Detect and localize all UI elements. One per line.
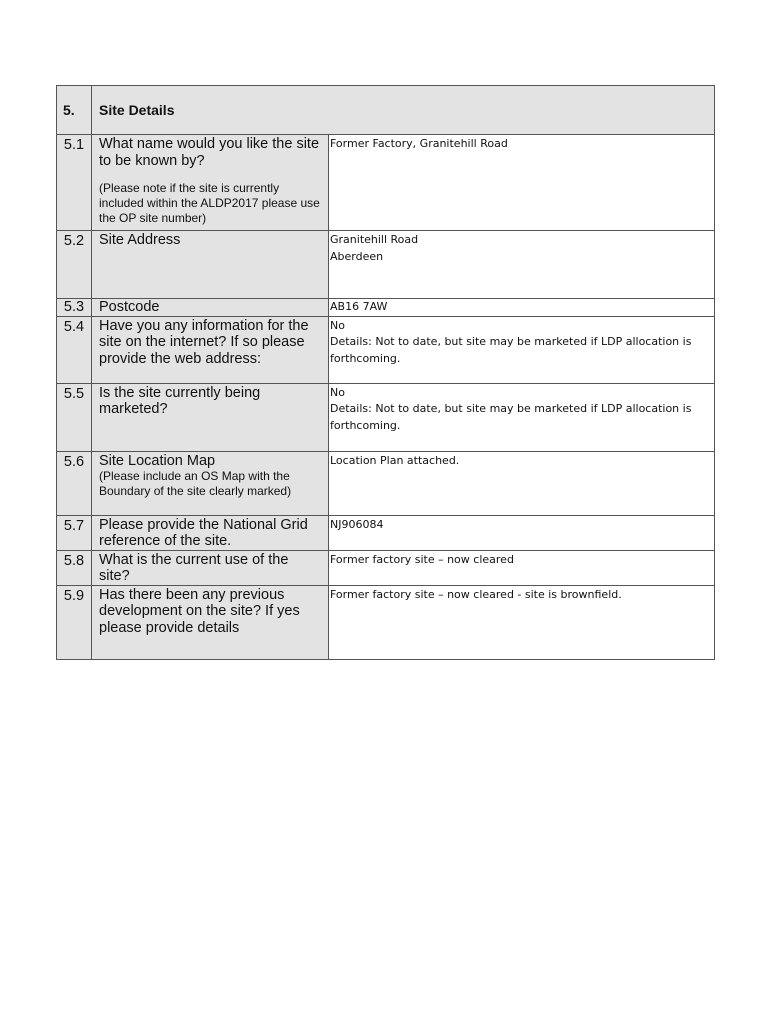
section-header-row xyxy=(57,86,715,135)
question-text: Postcode xyxy=(92,299,329,317)
row-5-7 xyxy=(57,515,715,550)
section-title: Site Details xyxy=(92,86,715,135)
answer-yes-no: No xyxy=(330,385,345,399)
question-text: Have you any information for the site on the internet? If so please provide the web address: xyxy=(92,316,329,383)
row-number: 5.6 xyxy=(57,451,92,515)
answer-marketed[interactable] xyxy=(329,383,715,451)
row-number: 5.4 xyxy=(57,316,92,383)
answer-site-address[interactable] xyxy=(329,231,715,299)
question-text: Please provide the National Grid reference of the site. xyxy=(92,515,329,550)
answer-previous-development[interactable]: Former factory site – now cleared - site is brownfield. xyxy=(329,585,715,659)
row-5-8 xyxy=(57,550,715,585)
question-text: What is the current use of the site? xyxy=(92,550,329,585)
row-number: 5.2 xyxy=(57,231,92,299)
row-5-4 xyxy=(57,316,715,383)
row-number: 5.3 xyxy=(57,299,92,317)
question-text: Has there been any previous development on the site? If yes please provide details xyxy=(92,585,329,659)
question-cell xyxy=(92,451,329,515)
row-5-9 xyxy=(57,585,715,659)
section-number: 5. xyxy=(57,86,92,135)
row-5-3 xyxy=(57,299,715,317)
question-note: (Please note if the site is currently included within the ALDP2017 please use the OP site number) xyxy=(99,181,320,225)
answer-yes-no: No xyxy=(330,318,345,332)
row-5-5 xyxy=(57,383,715,451)
answer-internet-info[interactable] xyxy=(329,316,715,383)
row-number: 5.1 xyxy=(57,135,92,231)
answer-grid-reference[interactable]: NJ906084 xyxy=(329,515,715,550)
row-number: 5.8 xyxy=(57,550,92,585)
row-5-6 xyxy=(57,451,715,515)
question-text: What name would you like the site to be known by? xyxy=(99,136,320,169)
answer-details: Details: Not to date, but site may be marketed if LDP allocation is forthcoming. xyxy=(330,402,692,432)
question-text: Site Location Map xyxy=(99,452,216,469)
answer-details: Details: Not to date, but site may be marketed if LDP allocation is forthcoming. xyxy=(330,335,692,365)
address-line-2: Aberdeen xyxy=(330,249,384,263)
question-cell xyxy=(92,135,329,231)
question-text: Site Address xyxy=(92,231,329,299)
row-5-1 xyxy=(57,135,715,231)
row-number: 5.5 xyxy=(57,383,92,451)
question-text: Is the site currently being marketed? xyxy=(92,383,329,451)
answer-current-use[interactable]: Former factory site – now cleared xyxy=(329,550,715,585)
row-number: 5.7 xyxy=(57,515,92,550)
row-5-2 xyxy=(57,231,715,299)
address-line-1: Granitehill Road xyxy=(330,233,419,246)
answer-location-map[interactable]: Location Plan attached. xyxy=(329,451,715,515)
site-details-table xyxy=(56,85,715,660)
question-note: (Please include an OS Map with the Boundary of the site clearly marked) xyxy=(99,469,292,498)
answer-site-name[interactable]: Former Factory, Granitehill Road xyxy=(329,135,715,231)
row-number: 5.9 xyxy=(57,585,92,659)
answer-postcode[interactable]: AB16 7AW xyxy=(329,299,715,317)
